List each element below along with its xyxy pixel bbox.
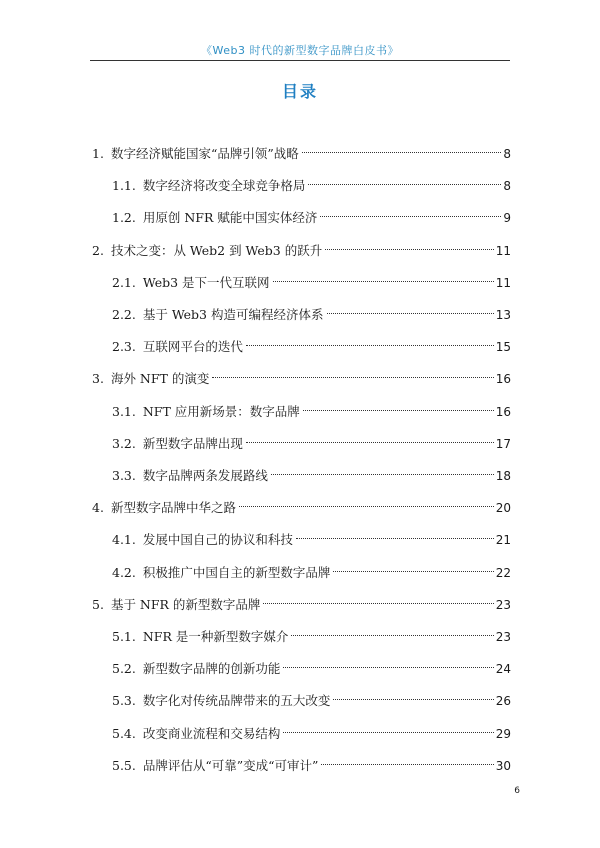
header-rule [90,60,510,61]
toc-entry-title: 数字经济赋能国家“品牌引领”战略 [110,146,299,161]
toc-entry-page: 30 [495,759,511,773]
toc-entry[interactable] [92,492,511,515]
toc-dot-leader [246,428,494,448]
toc-entry-page: 26 [495,694,511,708]
toc-dot-leader [327,299,494,319]
toc-entry-title: NFT 应用新场景：数字品牌 [142,404,300,419]
toc-entry[interactable] [112,170,511,193]
toc-entry-page: 16 [495,372,511,386]
toc-entry-page: 13 [495,308,511,322]
toc-entry-number: 3.3. [112,468,136,483]
toc-entry-title: 用原创 NFR 赋能中国实体经济 [142,210,318,225]
toc-entry[interactable] [92,363,511,386]
toc-entry[interactable] [92,235,511,258]
toc-dot-leader [333,557,493,577]
toc-entry-number: 5.3. [112,693,136,708]
running-header: 《Web3 时代的新型数字品牌白皮书》 [201,44,399,57]
toc-entry-number: 1.2. [112,210,136,225]
toc-entry-number: 3. [92,371,104,386]
toc-dot-leader [303,396,494,416]
toc-entry-title: 发展中国自己的协议和科技 [142,532,293,547]
toc-entry-number: 5.2. [112,661,136,676]
toc-entry[interactable] [92,589,511,612]
toc-entry-number: 3.2. [112,436,136,451]
toc-entry[interactable] [112,621,511,644]
toc-entry-page: 23 [495,630,511,644]
toc-entry[interactable] [112,267,511,290]
toc-entry-title: NFR 是一种新型数字媒介 [142,629,289,644]
toc-entry-number: 1. [92,146,104,161]
toc-dot-leader [283,718,493,738]
toc-entry-number: 3.1. [112,404,136,419]
toc-entry-page: 11 [495,276,511,290]
toc-dot-leader [246,331,494,351]
toc-entry[interactable] [92,138,511,161]
toc-entry-title: 新型数字品牌出现 [142,436,243,451]
toc-dot-leader [271,460,494,480]
toc-entry-page: 21 [495,533,511,547]
toc-entry-title: 基于 Web3 构造可编程经济体系 [142,307,324,322]
toc-dot-leader [273,267,494,287]
toc-entry[interactable] [112,685,511,708]
toc-entry-number: 5.4. [112,726,136,741]
toc-entry-page: 17 [495,437,511,451]
toc-dot-leader [333,685,493,705]
toc-entry-number: 5. [92,597,104,612]
toc-entry-page: 22 [495,566,511,580]
toc-entry-title: 海外 NFT 的演变 [110,371,210,386]
toc-entry-page: 29 [495,727,511,741]
toc-entry-title: 积极推广中国自主的新型数字品牌 [142,565,331,580]
toc-entry-number: 4. [92,500,104,515]
toc-entry-title: 新型数字品牌的创新功能 [142,661,281,676]
toc-dot-leader [291,621,493,641]
toc-entry-page: 11 [495,244,511,258]
toc-entry[interactable] [112,653,511,676]
toc-dot-leader [325,235,494,255]
toc-entry-number: 2.2. [112,307,136,322]
toc-entry-page: 9 [503,211,511,225]
toc-entry[interactable] [112,718,511,741]
toc-entry-number: 1.1. [112,178,136,193]
toc-entry-title: 新型数字品牌中华之路 [110,500,236,515]
page-number: 6 [514,786,520,796]
toc-entry[interactable] [112,331,511,354]
toc-entry-number: 2.3. [112,339,136,354]
toc-entry-number: 4.1. [112,532,136,547]
toc-entry-page: 20 [495,501,511,515]
toc-entry[interactable] [112,557,511,580]
toc-entry-number: 5.1. [112,629,136,644]
toc-entry[interactable] [112,460,511,483]
toc-entry-page: 16 [495,405,511,419]
toc-entry-page: 15 [495,340,511,354]
toc-dot-leader [239,492,494,512]
toc-entry-number: 2.1. [112,275,136,290]
toc-entry[interactable] [112,750,511,773]
toc-entry-page: 23 [495,598,511,612]
toc-dot-leader [283,653,493,673]
toc-entry-title: 数字品牌两条发展路线 [142,468,268,483]
toc-entry-title: 数字化对传统品牌带来的五大改变 [142,693,331,708]
toc-entry-number: 4.2. [112,565,136,580]
toc-entry-page: 8 [503,147,511,161]
toc-dot-leader [302,138,502,158]
toc-dot-leader [263,589,493,609]
toc-entry[interactable] [112,428,511,451]
toc-entry-title: 数字经济将改变全球竞争格局 [142,178,306,193]
toc-dot-leader [320,202,501,222]
toc-entry-title: 技术之变：从 Web2 到 Web3 的跃升 [110,243,323,258]
toc-entry-number: 5.5. [112,758,136,773]
toc-dot-leader [308,170,501,190]
toc-entry[interactable] [112,299,511,322]
toc-entry-page: 24 [495,662,511,676]
toc-entry-page: 8 [503,179,511,193]
toc-entry-title: 互联网平台的迭代 [142,339,243,354]
toc-dot-leader [212,363,493,383]
toc-entry-page: 18 [495,469,511,483]
toc-entry[interactable] [112,396,511,419]
toc-entry-title: 品牌评估从“可靠”变成“可审计” [142,758,319,773]
toc-entry-number: 2. [92,243,104,258]
toc-entry[interactable] [112,202,511,225]
toc-dot-leader [296,524,494,544]
toc-entry-title: 基于 NFR 的新型数字品牌 [110,597,261,612]
toc-entry-title: 改变商业流程和交易结构 [142,726,281,741]
toc-title: 目录 [281,82,318,101]
toc-entry[interactable] [112,524,511,547]
toc-entry-title: Web3 是下一代互联网 [142,275,270,290]
toc-dot-leader [321,750,493,770]
